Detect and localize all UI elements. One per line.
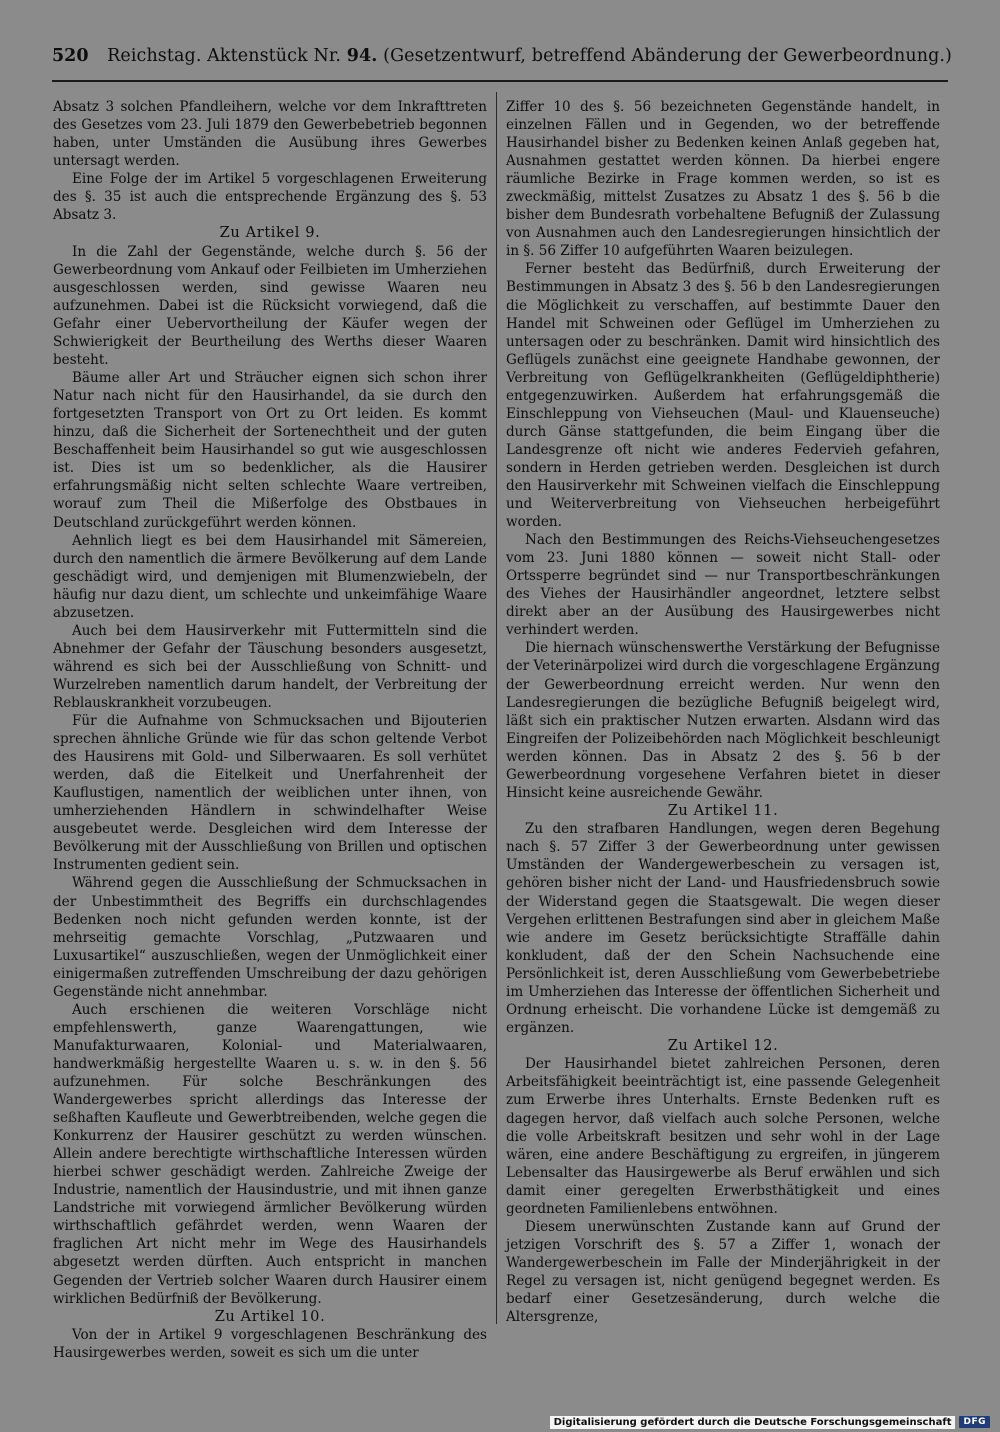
section-heading: Zu Artikel 10. bbox=[214, 1307, 326, 1325]
paragraph: Zu den strafbaren Handlungen, wegen deren Begehung nach §. 57 Ziffer 3 der Gewerbeordnung unter gewissen Umständen der Wandergewerbeschein zu versagen ist, gehören bisher nicht der Land- und Hausfriedensbruch sowie der Widerstand gegen die Staatsgewalt. Die wegen dieser Vergehen erlittenen Bestrafungen sind aber in gleichem Maße wie andere im Gesetz berücksichtigte Straffälle dahin konkludent, daß der den Schein Nachsuchende eine Persönlichkeit ist, deren Ausschließung vom Gewerbebetriebe im Umherziehen das Interesse der öffentlichen Sicherheit und Ordnung erheischt. Die vorhandene Lücke ist demgemäß zu ergänzen. bbox=[506, 821, 940, 1036]
dfg-logo-text: DFG bbox=[963, 1417, 986, 1427]
paragraph: Von der in Artikel 9 vorgeschlagenen Beschränkung des Hausirgewerbes werden, soweit es sich um die unter bbox=[53, 1327, 487, 1362]
header-title bbox=[107, 46, 952, 66]
paragraph: Eine Folge der im Artikel 5 vorgeschlagenen Erweiterung des §. 35 ist auch die entsprechende Ergänzung des §. 53 Absatz 3. bbox=[53, 171, 487, 224]
paragraph: Nach den Bestimmungen des Reichs-Viehseuchengesetzes vom 23. Juni 1880 können — soweit nicht Stall- oder Ortssperre begründet sind — nur Transportbeschränkungen des Viehes der Hausirhändler angeordnet, letztere selbst direkt aber an der Ausübung des Hausirgewerbes nicht verhindert werden. bbox=[506, 532, 940, 639]
paragraph: Für die Aufnahme von Schmucksachen und Bijouterien sprechen ähnliche Gründe wie für das schon geltende Verbot des Hausirens mit Gold- und Silberwaaren. Es soll verhütet werden, daß die Eitelkeit und Unerfahrenheit der Kauflustigen, namentlich der weiblichen unter ihnen, von umherziehenden Händlern in schwindelhafter Weise ausgebeutet werde. Desgleichen wird dem Interesse der Bevölkerung mit der Ausschließung von Brillen und optischen Instrumenten gedient sein. bbox=[53, 713, 487, 874]
funding-credit: Digitalisierung gefördert durch die Deutsche Forschungsgemeinschaft bbox=[550, 1416, 956, 1429]
paragraph: Absatz 3 solchen Pfandleihern, welche vor dem Inkrafttreten des Gesetzes vom 23. Juli 1879 den Gewerbebetrieb begonnen haben, unter Umständen die Ausübung ihres Gewerbes untersagt werden. bbox=[53, 99, 487, 170]
paragraph: Diesem unerwünschten Zustande kann auf Grund der jetzigen Vorschrift des §. 57 a Ziffer 1, wonach der Wandergewerbeschein im Falle der Minderjährigkeit in der Regel zu versagen ist, nicht genügend begegnet werden. Es bedarf einer Gesetzesänderung, durch welche die Altersgrenze, bbox=[506, 1218, 940, 1326]
header-rule bbox=[52, 80, 948, 82]
paragraph: Auch bei dem Hausirverkehr mit Futtermitteln sind die Abnehmer der Gefahr der Täuschung besonders ausgesetzt, während es sich bei der Ausschließung von Schnitt- und Wurzelreben namentlich darum handelt, der Verbreitung der Reblauskrankheit vorzubeugen. bbox=[53, 622, 487, 711]
page-header bbox=[52, 46, 952, 76]
paragraph: Die hiernach wünschenswerthe Verstärkung der Befugnisse der Veterinärpolizei wird durch die vorgeschlagene Ergänzung der Gewerbeordnung erreicht werden. Nur wenn den Landesregierungen die bezügliche Befugniß beigelegt wird, läßt sich ein praktischer Nutzen erwarten. Alsdann wird das Eingreifen der Polizeibehörden nach Möglichkeit beschleunigt werden können. Das in Absatz 2 des §. 56 b der Gewerbeordnung vorgesehene Verfahren bietet in dieser Hinsicht keine ausreichende Gewähr. bbox=[506, 640, 940, 801]
paragraph: Ferner besteht das Bedürfniß, durch Erweiterung der Bestimmungen in Absatz 3 des §. 56 b den Landesregierungen die Möglichkeit zu verschaffen, auf bestimmte Dauer den Handel mit Schweinen oder Geflügel im Umherziehen zu untersagen oder zu beschränken. Damit wird hinsichtlich des Geflügels zunächst eine geeignete Handhabe gewonnen, der Verbreitung von Geflügelkrankheiten (Geflügeldiphtherie) entgegenzuwirken. Außerdem hat erfahrungsgemäß die Einschleppung von Viehseuchen (Maul- und Klauenseuche) durch Gänse stattgefunden, die beim Eingang über die Landesgrenze oft nicht wie anderes Federvieh gefahren, sondern in Herden getrieben werden. Desgleichen ist durch den Hausirverkehr mit Schweinen vielfach die Einschleppung und Weiterverbreitung von Viehseuchen herbeigeführt worden. bbox=[506, 261, 940, 531]
footer bbox=[550, 1414, 990, 1430]
paragraph: Ziffer 10 des §. 56 bezeichneten Gegenstände handelt, in einzelnen Fällen und in Gegenden, wo der betreffende Hausirhandel bisher zu Bedenken keinen Anlaß gegeben hat, Ausnahmen gestattet werden können. Da hierbei engere räumliche Bezirke in Frage kommen werden, so ist es zweckmäßig, mittelst Zusatzes zu Absatz 1 des §. 56 b die bisher dem Bundesrath vorbehaltene Befugniß der Zulassung von Ausnahmen auch den Landesregierungen hinsichtlich der in §. 56 Ziffer 10 aufgeführten Waaren beizulegen. bbox=[506, 99, 940, 260]
paragraph: Auch erschienen die weiteren Vorschläge nicht empfehlenswerth, ganze Waarengattungen, wie Manufakturwaaren, Kolonial- und Materialwaaren, handwerkmäßig hergestellte Waaren u. s. w. in den §. 56 aufzunehmen. Für solche Beschränkungen des Wandergewerbes spricht allerdings das Interesse der seßhaften Kaufleute und Gewerbtreibenden, welche gegen die Konkurrenz der Hausirer geschützt zu werden wünschen. Allein andere berechtigte wirthschaftliche Interessen würden hierbei schwer geschädigt werden. Zahlreiche Zweige der Industrie, namentlich der Hausindustrie, und mit ihnen ganze Landstriche mit vorwiegend ärmlicher Bevölkerung würden wirthschaftlich gefährdet werden, wenn Waaren der fraglichen Art nicht mehr im Wege des Hausirhandels abgesetzt werden dürften. Auch entspricht in manchen Gegenden der Vertrieb solcher Waaren durch Hausirer einem wirklichen Bedürfniß der Bevölkerung. bbox=[53, 1001, 487, 1307]
section-heading: Zu Artikel 9. bbox=[219, 224, 321, 242]
header-doc-number: 94. bbox=[346, 46, 378, 66]
section-heading: Zu Artikel 11. bbox=[667, 801, 779, 819]
paragraph: Bäume aller Art und Sträucher eignen sich schon ihrer Natur nach nicht für den Hausirhandel, da sie durch den fortgesetzten Transport von Ort zu Ort leiden. Es kommt hinzu, daß die Sicherheit der Sortenechtheit und der guten Beschaffenheit beim Hausirhandel so gut wie ausgeschlossen ist. Dies ist um so bedenklicher, als die Hausirer erfahrungsmäßig nicht selten schlechte Waare vertreiben, worauf zum Theil die Mißerfolge des Obstbaues in Deutschland zurückgeführt werden können. bbox=[53, 370, 487, 531]
paragraph: Aehnlich liegt es bei dem Hausirhandel mit Sämereien, durch den namentlich die ärmere Bevölkerung auf dem Lande geschädigt wird, und demjenigen mit Blumenzwiebeln, der häufig nur dazu dient, um schlechte und unkeimfähige Waare abzusetzen. bbox=[53, 532, 487, 621]
right-column bbox=[506, 98, 940, 1328]
header-title-suffix: (Gesetzentwurf, betreffend Abänderung der Gewerbeordnung.) bbox=[383, 46, 952, 66]
paragraph: Während gegen die Ausschließung der Schmucksachen in der Unbestimmtheit des Begriffs ein durchschlagendes Bedenken noch nicht gefunden werden konnte, ist der mehrseitig gemachte Vorschlag, „Putzwaaren und Luxusartikel“ auszuschließen, wegen der Unmöglichkeit einer einigermaßen zutreffenden Umschreibung der dazu gehörigen Gegenstände nicht annehmbar. bbox=[53, 875, 487, 1000]
paragraph: In die Zahl der Gegenstände, welche durch §. 56 der Gewerbeordnung vom Ankauf oder Feilbieten im Umherziehen ausgeschlossen werden, sind gewisse Waaren neu aufzunehmen. Dabei ist die Rücksicht vorwiegend, daß die Gefahr einer Uebervortheilung der Käufer wegen der Schwierigkeit der Beurtheilung des Werths dieser Waaren besteht. bbox=[53, 243, 487, 369]
section-heading: Zu Artikel 12. bbox=[667, 1036, 779, 1054]
paragraph: Der Hausirhandel bietet zahlreichen Personen, deren Arbeitsfähigkeit beeinträchtigt ist, eine passende Gelegenheit zum Erwerbe ihres Unterhalts. Ernste Bedenken ruft es dagegen hervor, daß vielfach auch solche Personen, welche die volle Arbeitskraft besitzen und sehr wohl in der Lage wären, eine andere Beschäftigung zu ergreifen, in jüngerem Lebensalter das Hausirgewerbe als Beruf erwählen und sich damit einer geregelten Erwerbsthätigkeit und eines geordneten Familienlebens entwöhnen. bbox=[506, 1056, 940, 1217]
left-column bbox=[53, 98, 487, 1362]
dfg-logo-icon bbox=[959, 1416, 990, 1428]
column-divider bbox=[496, 92, 497, 1324]
header-title-prefix: Reichstag. Aktenstück Nr. bbox=[107, 46, 342, 66]
page-number: 520 bbox=[52, 46, 89, 66]
